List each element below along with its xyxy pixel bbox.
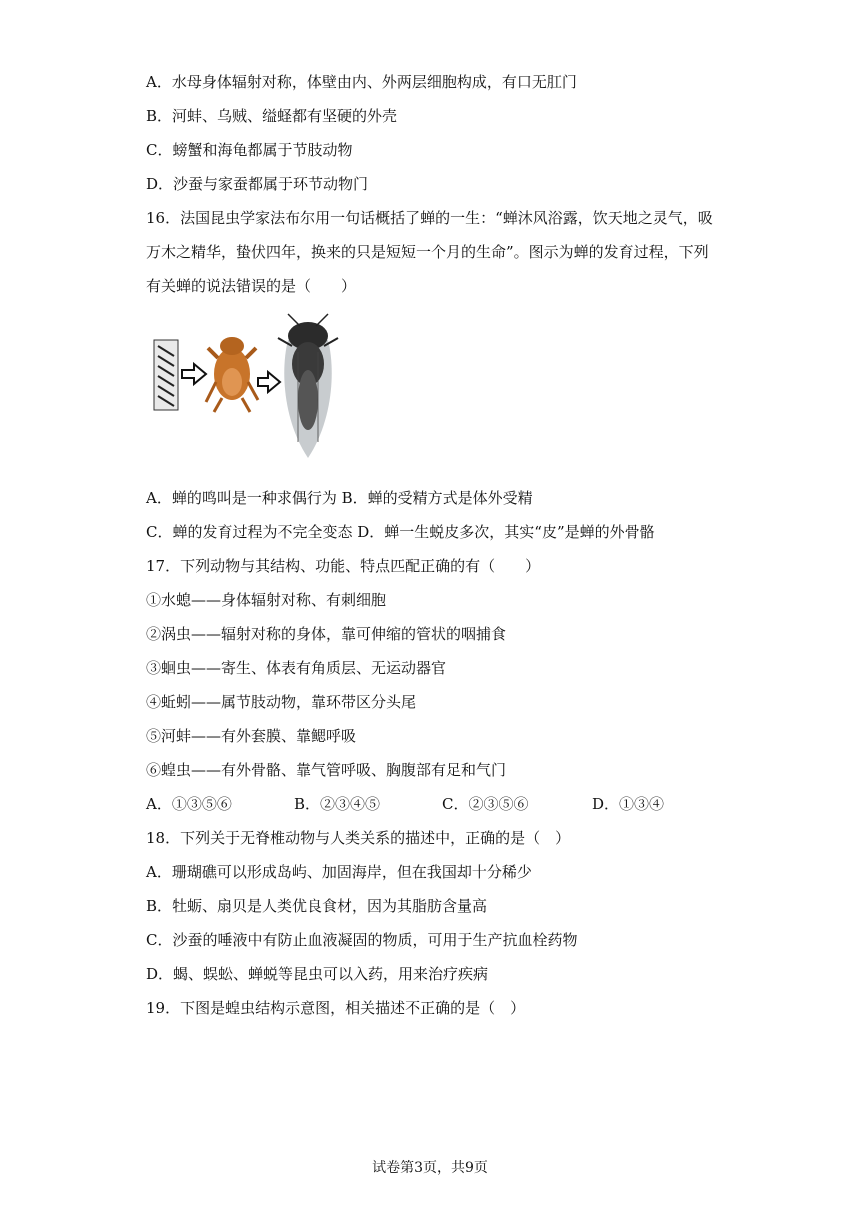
q19-stem: 19．下图是蝗虫结构示意图，相关描述不正确的是（ ） bbox=[146, 999, 526, 1017]
page-footer: 试卷第3页，共9页 bbox=[372, 1160, 488, 1176]
q15-option-b: B．河蚌、乌贼、缢蛏都有坚硬的外壳 bbox=[146, 107, 398, 125]
q18-stem: 18．下列关于无脊椎动物与人类关系的描述中，正确的是（ ） bbox=[146, 829, 571, 847]
q16-options-row-1: A．蝉的鸣叫是一种求偶行为 B．蝉的受精方式是体外受精 bbox=[146, 489, 533, 507]
q18-option-b: B．牡蛎、扇贝是人类优良食材，因为其脂肪含量高 bbox=[146, 897, 488, 915]
q17-option-b: B．②③④⑤ bbox=[294, 795, 381, 813]
q17-item-4: ④蚯蚓——属节肢动物，靠环带区分头尾 bbox=[146, 693, 417, 711]
q17-stem: 17．下列动物与其结构、功能、特点匹配正确的有（ ） bbox=[146, 557, 541, 575]
cicada-nymph-image bbox=[206, 337, 258, 412]
q17-item-2: ②涡虫——辐射对称的身体，靠可伸缩的管状的咽捕食 bbox=[146, 625, 507, 643]
q17-option-c: C．②③⑤⑥ bbox=[442, 795, 529, 813]
q17-options bbox=[146, 794, 706, 814]
q18-option-d: D．蝎、蜈蚣、蝉蜕等昆虫可以入药，用来治疗疾病 bbox=[146, 965, 489, 983]
q16-stem-line-1: 16．法国昆虫学家法布尔用一句话概括了蝉的一生：“蝉沐风浴露，饮天地之灵气，吸 bbox=[146, 209, 713, 227]
q17-item-3: ③蛔虫——寄生、体表有角质层、无运动器官 bbox=[146, 659, 447, 677]
q15-option-c: C．螃蟹和海龟都属于节肢动物 bbox=[146, 141, 353, 159]
q16-options-row-2: C．蝉的发育过程为不完全变态 D．蝉一生蜕皮多次，其实“皮”是蝉的外骨骼 bbox=[146, 523, 655, 541]
q17-item-6: ⑥蝗虫——有外骨骼、靠气管呼吸、胸腹部有足和气门 bbox=[146, 761, 507, 779]
q15-option-a: A．水母身体辐射对称，体壁由内、外两层细胞构成，有口无肛门 bbox=[146, 73, 577, 91]
q17-item-1: ①水螅——身体辐射对称、有刺细胞 bbox=[146, 591, 387, 609]
cicada-development-illustration bbox=[152, 312, 352, 462]
q15-option-d: D．沙蚕与家蚕都属于环节动物门 bbox=[146, 175, 369, 193]
q16-stem-line-2: 万木之精华，蛰伏四年，换来的只是短短一个月的生命”。图示为蝉的发育过程，下列 bbox=[146, 243, 709, 261]
cicada-egg-image bbox=[154, 340, 178, 410]
q18-option-c: C．沙蚕的唾液中有防止血液凝固的物质，可用于生产抗血栓药物 bbox=[146, 931, 578, 949]
q17-item-5: ⑤河蚌——有外套膜、靠鳃呼吸 bbox=[146, 727, 357, 745]
q17-option-a: A．①③⑤⑥ bbox=[146, 795, 232, 813]
arrow-icon bbox=[182, 364, 206, 384]
cicada-adult-image bbox=[278, 314, 338, 458]
q18-option-a: A．珊瑚礁可以形成岛屿、加固海岸，但在我国却十分稀少 bbox=[146, 863, 532, 881]
q17-option-d: D．①③④ bbox=[592, 795, 665, 813]
q16-stem-line-3: 有关蝉的说法错误的是（ ） bbox=[146, 277, 357, 295]
arrow-icon bbox=[258, 372, 280, 392]
cicada-development-figure bbox=[152, 312, 352, 462]
